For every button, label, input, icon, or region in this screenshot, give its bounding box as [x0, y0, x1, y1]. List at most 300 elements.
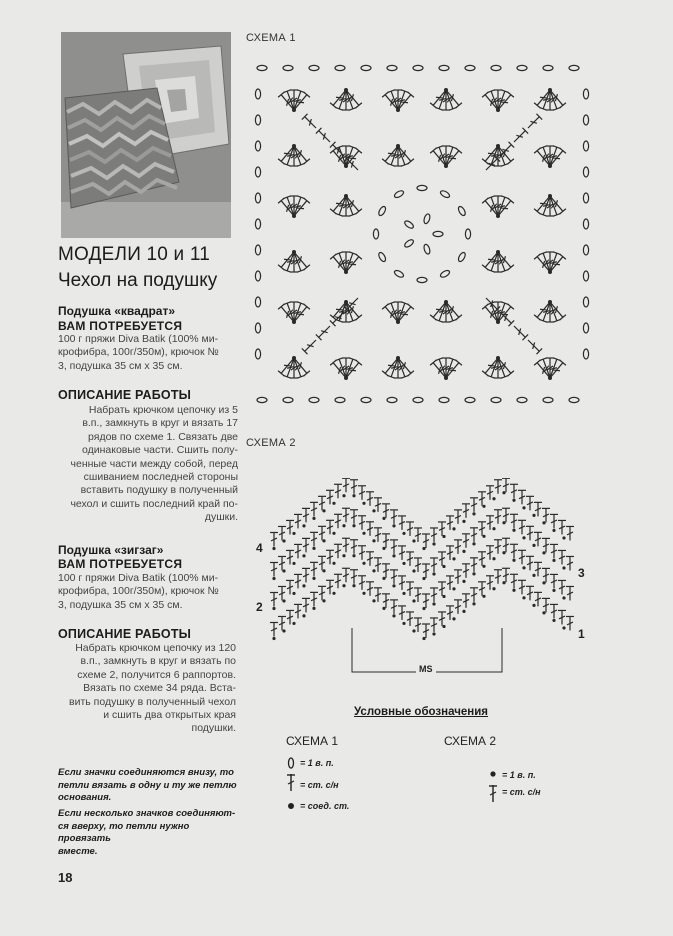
double-crochet-symbol: [316, 323, 333, 340]
stitch-dot: [548, 376, 552, 380]
double-crochet-symbol: [316, 128, 333, 145]
stitch-dot: [332, 502, 335, 505]
double-crochet-symbol: [494, 480, 502, 494]
stitch-dot: [502, 521, 505, 524]
stitch-dot: [322, 539, 325, 542]
legend-s2-chain: = 1 в. п.: [502, 770, 536, 780]
stitch-dot: [332, 562, 335, 565]
chain-stitch-symbol: [465, 229, 470, 239]
double-crochet-symbol: [494, 540, 502, 554]
stitch-dot: [472, 602, 475, 605]
chain-stitch-symbol: [569, 65, 579, 70]
page-title: МОДЕЛИ 10 и 11: [58, 244, 210, 265]
double-crochet-symbol: [462, 504, 470, 518]
double-crochet-symbol: [462, 564, 470, 578]
stitch-dot: [382, 577, 385, 580]
double-crochet-symbol: [430, 558, 438, 572]
stitch-dot: [392, 524, 395, 527]
chain-stitch-symbol: [583, 89, 588, 99]
stitch-dot: [322, 599, 325, 602]
double-crochet-symbol: [558, 610, 566, 624]
stitch-dot: [292, 622, 295, 625]
stitch-dot: [522, 536, 525, 539]
double-crochet-symbol: [390, 570, 398, 584]
stitch-dot: [522, 566, 525, 569]
chain-stitch-symbol: [457, 251, 467, 262]
double-crochet-symbol: [286, 610, 294, 624]
chain-stitch-symbol: [255, 271, 260, 281]
double-crochet-symbol: [406, 612, 414, 626]
double-crochet-symbol: [318, 556, 326, 570]
stitch-dot: [492, 557, 495, 560]
double-crochet-symbol: [406, 522, 414, 536]
stitch-dot: [442, 535, 445, 538]
double-crochet-symbol: [542, 508, 550, 522]
double-crochet-symbol: [390, 540, 398, 554]
chain-stitch-symbol: [457, 205, 467, 216]
chain-stitch-symbol: [361, 397, 371, 402]
stitch-dot: [552, 529, 555, 532]
chain-stitch-symbol: [583, 271, 588, 281]
double-crochet-symbol: [294, 544, 302, 558]
stitch-dot: [452, 587, 455, 590]
stitch-dot: [482, 505, 485, 508]
double-crochet-symbol: [342, 508, 350, 522]
double-crochet-symbol: [454, 510, 462, 524]
double-crochet-symbol: [294, 514, 302, 528]
double-crochet-symbol: [398, 606, 406, 620]
double-crochet-symbol: [270, 562, 278, 576]
double-crochet-symbol: [454, 570, 462, 584]
double-crochet-symbol: [422, 594, 430, 608]
double-crochet-symbol: [526, 496, 534, 510]
stitch-dot: [472, 542, 475, 545]
double-crochet-symbol: [334, 484, 342, 498]
double-crochet-symbol: [525, 114, 542, 131]
double-crochet-symbol: [511, 128, 528, 145]
double-crochet-symbol: [518, 520, 526, 534]
square-work-text: Набрать крючком цепочку из 5 в.п., замкнуть в круг и вязать 17 рядов по схеме 1. Связать две одинаковые части. Сшить полу- ченные части между собой, перед сшиванием последней стороны вставить подушку в полученный чехол и сшить последний край по- душки.: [70, 404, 238, 524]
stitch-dot: [548, 194, 552, 198]
scheme2-row-4: 4: [256, 541, 263, 555]
chain-stitch-symbol: [255, 115, 260, 125]
chain-stitch-symbol: [583, 193, 588, 203]
stitch-dot: [422, 637, 425, 640]
double-crochet-symbol: [398, 516, 406, 530]
chain-stitch-symbol: [309, 65, 319, 70]
double-crochet-symbol: [270, 592, 278, 606]
double-crochet-symbol: [510, 544, 518, 558]
double-crochet-symbol: [398, 546, 406, 560]
chain-stitch-symbol: [583, 219, 588, 229]
stitch-dot: [562, 626, 565, 629]
double-crochet-symbol: [534, 502, 542, 516]
chain-stitch-symbol: [491, 65, 501, 70]
double-crochet-symbol: [302, 508, 310, 522]
double-crochet-symbol: [430, 528, 438, 542]
double-crochet-symbol: [310, 532, 318, 546]
double-crochet-symbol: [542, 598, 550, 612]
stitch-dot: [548, 88, 552, 92]
stitch-dot: [496, 214, 500, 218]
stitch-dot: [352, 524, 355, 527]
double-crochet-symbol: [294, 574, 302, 588]
chain-stitch-symbol: [433, 231, 443, 236]
chain-stitch-symbol: [377, 205, 387, 216]
double-crochet-symbol: [438, 552, 446, 566]
double-crochet-symbol: [486, 486, 494, 500]
chain-stitch-symbol: [255, 193, 260, 203]
chain-stitch-symbol: [335, 65, 345, 70]
double-crochet-symbol: [302, 538, 310, 552]
stitch-dot: [292, 356, 296, 360]
stitch-dot: [312, 517, 315, 520]
chain-stitch-symbol: [413, 65, 423, 70]
chain-stitch-symbol: [583, 167, 588, 177]
double-crochet-symbol: [358, 546, 366, 560]
double-crochet-symbol: [454, 600, 462, 614]
double-crochet-symbol: [454, 540, 462, 554]
stitch-dot: [522, 596, 525, 599]
stitch-dot: [282, 629, 285, 632]
stitch-dot: [492, 497, 495, 500]
stitch-dot: [532, 574, 535, 577]
stitch-dot: [512, 499, 515, 502]
stitch-dot: [272, 547, 275, 550]
double-crochet-symbol: [422, 564, 430, 578]
double-crochet-symbol: [318, 586, 326, 600]
stitch-dot: [496, 144, 500, 148]
chain-stitch-symbol: [413, 397, 423, 402]
chain-stitch-symbol: [439, 397, 449, 402]
stitch-dot: [382, 547, 385, 550]
double-crochet-symbol: [326, 520, 334, 534]
chain-stitch-symbol: [465, 397, 475, 402]
stitch-dot: [344, 88, 348, 92]
stitch-dot: [542, 521, 545, 524]
chain-stitch-symbol: [403, 238, 414, 248]
double-crochet-symbol: [342, 478, 350, 492]
stitch-dot: [292, 320, 296, 324]
double-crochet-symbol: [366, 552, 374, 566]
double-crochet-symbol: [430, 618, 438, 632]
stitch-dot: [302, 554, 305, 557]
stitch-dot: [512, 589, 515, 592]
stitch-dot: [292, 562, 295, 565]
stitch-dot: [362, 562, 365, 565]
stitch-dot: [344, 376, 348, 380]
double-crochet-symbol: [510, 484, 518, 498]
chain-stitch-symbol: [373, 229, 378, 239]
double-crochet-symbol: [422, 624, 430, 638]
chain-stitch-symbol: [257, 397, 267, 402]
stitch-dot: [512, 559, 515, 562]
stitch-dot: [422, 607, 425, 610]
pillows-illustration: [61, 32, 231, 238]
double-crochet-icon: [486, 783, 500, 803]
stitch-dot: [552, 559, 555, 562]
double-crochet-symbol: [278, 526, 286, 540]
double-crochet-symbol: [526, 586, 534, 600]
stitch-dot: [352, 554, 355, 557]
stitch-dot: [432, 632, 435, 635]
double-crochet-symbol: [334, 544, 342, 558]
chain-stitch-symbol: [255, 219, 260, 229]
double-crochet-symbol: [382, 534, 390, 548]
double-crochet-symbol: [518, 550, 526, 564]
chain-stitch-symbol: [283, 397, 293, 402]
double-crochet-symbol: [462, 534, 470, 548]
double-crochet-symbol: [406, 552, 414, 566]
double-crochet-symbol: [446, 546, 454, 560]
double-crochet-symbol: [534, 532, 542, 546]
stitch-dot: [502, 491, 505, 494]
double-crochet-symbol: [446, 606, 454, 620]
chain-stitch-symbol: [283, 65, 293, 70]
stitch-dot: [452, 527, 455, 530]
stitch-dot: [492, 587, 495, 590]
double-crochet-symbol: [390, 600, 398, 614]
stitch-dot: [412, 569, 415, 572]
double-crochet-symbol: [382, 504, 390, 518]
chain-stitch-symbol: [361, 65, 371, 70]
chain-stitch-symbol: [517, 397, 527, 402]
stitch-dot: [342, 494, 345, 497]
double-crochet-symbol: [286, 520, 294, 534]
legend-s2-dc: = ст. с/н: [502, 787, 541, 797]
double-crochet-symbol: [310, 562, 318, 576]
stitch-dot: [344, 164, 348, 168]
stitch-dot: [402, 532, 405, 535]
zigzag-work-heading: ОПИСАНИЕ РАБОТЫ: [58, 627, 192, 641]
double-crochet-symbol: [494, 570, 502, 584]
stitch-dot: [292, 592, 295, 595]
double-crochet-symbol: [414, 618, 422, 632]
stitch-dot: [332, 532, 335, 535]
double-crochet-symbol: [566, 526, 574, 540]
stitch-dot: [496, 356, 500, 360]
stitch-dot: [422, 577, 425, 580]
scheme2-row-1: 1: [578, 627, 585, 641]
stitch-dot: [512, 529, 515, 532]
stitch-dot: [496, 108, 500, 112]
chain-stitch-symbol: [335, 397, 345, 402]
double-crochet-symbol: [525, 337, 542, 354]
double-crochet-symbol: [334, 514, 342, 528]
double-crochet-symbol: [350, 480, 358, 494]
stitch-dot: [552, 589, 555, 592]
double-crochet-symbol: [486, 546, 494, 560]
double-crochet-symbol: [278, 556, 286, 570]
double-crochet-symbol: [478, 552, 486, 566]
page-number: 18: [58, 870, 73, 885]
double-crochet-symbol: [286, 550, 294, 564]
stitch-dot: [342, 524, 345, 527]
stitch-dot: [444, 300, 448, 304]
double-crochet-symbol: [350, 540, 358, 554]
stitch-dot: [282, 539, 285, 542]
stitch-dot: [312, 547, 315, 550]
chain-stitch-symbol: [417, 277, 427, 282]
double-crochet-symbol: [318, 496, 326, 510]
scheme1-label: СХЕМА 1: [246, 32, 296, 44]
stitch-dot: [444, 88, 448, 92]
stitch-dot: [502, 551, 505, 554]
legend-scheme2-heading: СХЕМА 2: [444, 734, 497, 748]
double-crochet-symbol: [430, 588, 438, 602]
stitch-dot: [472, 512, 475, 515]
scheme2-row-2: 2: [256, 600, 263, 614]
chain-stitch-symbol: [309, 397, 319, 402]
zigzag-pillow-heading: Подушка «зигзаг»: [58, 543, 164, 557]
scheme2-repeat-label: MS: [416, 664, 436, 674]
double-crochet-symbol: [366, 492, 374, 506]
stitch-dot: [282, 569, 285, 572]
double-crochet-symbol: [550, 514, 558, 528]
double-crochet-symbol: [302, 114, 319, 131]
stitch-dot: [392, 584, 395, 587]
square-needs-text: 100 г пряжи Diva Batik (100% ми- крофибра, 100г/350м), крючок № 3, подушка 35 см х 35 см.: [58, 333, 219, 372]
zigzag-needs-text: 100 г пряжи Diva Batik (100% ми- крофибра, 100г/350м), крючок № 3, подушка 35 см х 35 см.: [58, 572, 219, 611]
chain-stitch-symbol: [257, 65, 267, 70]
double-crochet-symbol: [542, 538, 550, 552]
double-crochet-symbol: [470, 558, 478, 572]
stitch-dot: [322, 509, 325, 512]
double-crochet-symbol: [510, 574, 518, 588]
chain-stitch-symbol: [583, 349, 588, 359]
stitch-dot: [452, 617, 455, 620]
stitch-dot: [412, 629, 415, 632]
double-crochet-symbol: [358, 486, 366, 500]
stitch-dot: [532, 544, 535, 547]
stitch-dot: [552, 619, 555, 622]
square-needs-heading: ВАМ ПОТРЕБУЕТСЯ: [58, 319, 183, 333]
double-crochet-symbol: [358, 516, 366, 530]
chain-stitch-symbol: [543, 397, 553, 402]
double-crochet-symbol: [518, 490, 526, 504]
double-crochet-symbol: [302, 598, 310, 612]
stitch-dot: [292, 108, 296, 112]
double-crochet-symbol: [470, 498, 478, 512]
stitch-dot: [352, 494, 355, 497]
double-crochet-symbol: [318, 526, 326, 540]
double-crochet-symbol: [334, 574, 342, 588]
stitch-dot: [402, 622, 405, 625]
stitch-dot: [362, 592, 365, 595]
stitch-dot: [292, 214, 296, 218]
stitch-dot: [548, 164, 552, 168]
stitch-dot: [482, 595, 485, 598]
zigzag-needs-heading: ВАМ ПОТРЕБУЕТСЯ: [58, 557, 183, 571]
stitch-dot: [496, 320, 500, 324]
stitch-dot: [462, 550, 465, 553]
double-crochet-symbol: [558, 520, 566, 534]
double-crochet-symbol: [502, 568, 510, 582]
chain-stitch-symbol: [387, 397, 397, 402]
double-crochet-symbol: [566, 556, 574, 570]
double-crochet-symbol: [446, 576, 454, 590]
chain-stitch-symbol: [543, 65, 553, 70]
legend-s1-slip: = соед. ст.: [300, 801, 350, 811]
stitch-dot: [442, 595, 445, 598]
double-crochet-symbol: [486, 516, 494, 530]
stitch-dot: [344, 270, 348, 274]
double-crochet-symbol: [462, 594, 470, 608]
stitch-dot: [492, 527, 495, 530]
stitch-dot: [352, 584, 355, 587]
stitch-dot: [396, 144, 400, 148]
double-crochet-symbol: [374, 558, 382, 572]
stitch-dot: [548, 270, 552, 274]
page-subtitle: Чехол на подушку: [58, 270, 218, 291]
chain-stitch-symbol: [583, 115, 588, 125]
double-crochet-symbol: [478, 582, 486, 596]
chain-stitch-symbol: [439, 65, 449, 70]
chain-stitch-symbol: [387, 65, 397, 70]
chain-stitch-symbol: [583, 323, 588, 333]
stitch-dot: [322, 569, 325, 572]
stitch-dot: [344, 194, 348, 198]
scheme2-label: СХЕМА 2: [246, 437, 296, 449]
double-crochet-symbol: [342, 538, 350, 552]
chain-stitch-symbol: [393, 189, 404, 199]
double-crochet-symbol: [278, 616, 286, 630]
double-crochet-symbol: [270, 532, 278, 546]
double-crochet-symbol: [566, 616, 574, 630]
zigzag-work-text: Набрать крючком цепочку из 120 в.п., замкнуть в круг и вязать по схеме 2, получится 6 раппортов. Вязать по схеме 34 ряда. Вста- вить подушку в полученный чехол и сшить два открытых края подушки.: [69, 642, 236, 735]
chain-stitch-symbol: [491, 397, 501, 402]
chain-stitch-symbol: [583, 141, 588, 151]
stitch-dot: [396, 356, 400, 360]
square-pillow-heading: Подушка «квадрат»: [58, 304, 175, 318]
double-crochet-symbol: [510, 514, 518, 528]
double-crochet-symbol: [542, 568, 550, 582]
stitch-dot: [482, 565, 485, 568]
stitch-dot: [532, 514, 535, 517]
stitch-dot: [342, 554, 345, 557]
double-crochet-symbol: [310, 592, 318, 606]
stitch-dot: [312, 577, 315, 580]
double-crochet-symbol: [558, 550, 566, 564]
double-crochet-symbol: [414, 588, 422, 602]
double-crochet-symbol: [550, 574, 558, 588]
chain-stitch-symbol: [393, 269, 404, 279]
chain-stitch-symbol: [439, 189, 450, 199]
double-crochet-symbol: [494, 510, 502, 524]
stitch-dot: [402, 592, 405, 595]
double-crochet-symbol: [342, 568, 350, 582]
double-crochet-symbol: [446, 516, 454, 530]
double-crochet-symbol: [534, 592, 542, 606]
chain-stitch-symbol: [255, 245, 260, 255]
double-crochet-symbol: [350, 570, 358, 584]
chain-stitch-symbol: [423, 244, 431, 255]
legend-scheme1-heading: СХЕМА 1: [286, 734, 339, 748]
double-crochet-symbol: [526, 526, 534, 540]
double-crochet-symbol: [374, 588, 382, 602]
double-crochet-symbol: [270, 622, 278, 636]
double-crochet-symbol: [358, 576, 366, 590]
double-crochet-symbol: [511, 323, 528, 340]
double-crochet-symbol: [374, 498, 382, 512]
chain-stitch-symbol: [255, 349, 260, 359]
double-crochet-symbol: [390, 510, 398, 524]
double-crochet-symbol: [294, 604, 302, 618]
stitch-dot: [344, 300, 348, 304]
double-crochet-symbol: [398, 576, 406, 590]
chain-stitch-symbol: [517, 65, 527, 70]
chain-stitch-symbol: [377, 251, 387, 262]
